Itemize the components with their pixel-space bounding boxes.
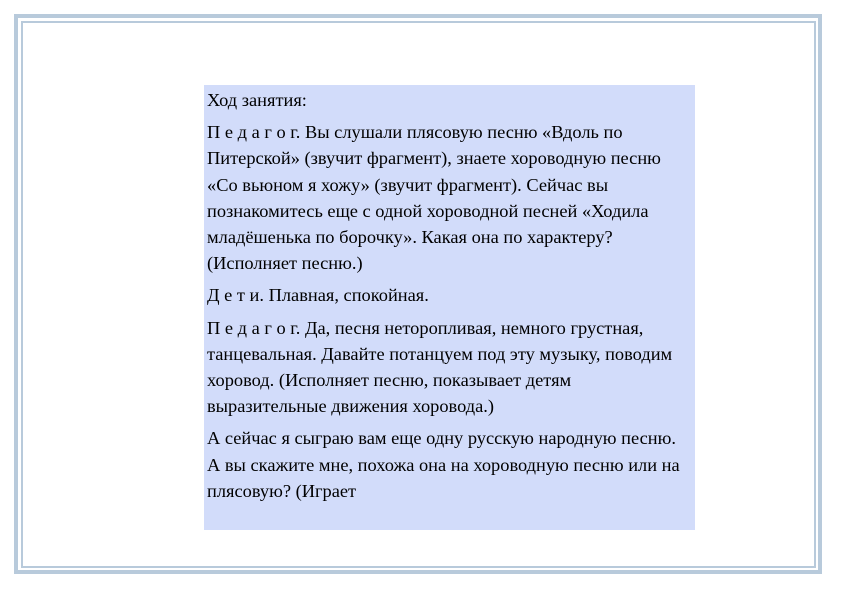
lesson-text-box [204, 85, 695, 530]
paragraph-children [207, 282, 692, 308]
paragraph-text: Ход занятия: [207, 90, 307, 110]
paragraph-text: Плавная, спокойная. [263, 285, 429, 306]
paragraph-text: Да, песня неторопливая, немного грустная, танцевальная. Давайте потанцуем под эту музыку, поводим хоровод. (Исполняет песню, показывает детям выразительные движения хоровода.) [207, 317, 673, 417]
speaker-label: Д е т и. [207, 285, 264, 306]
speaker-label: П е д а г о г. [207, 317, 301, 338]
paragraph-teacher-2 [207, 315, 692, 420]
paragraph-text: А сейчас я сыграю вам еще одну русскую народную песню. А вы скажите мне, похожа она на хороводную песню или на плясовую? (Играет [207, 428, 680, 501]
paragraph-lesson-heading [207, 87, 692, 113]
paragraph-teacher-3 [207, 425, 692, 504]
paragraph-teacher-1 [207, 119, 692, 276]
paragraph-text: Вы слушали плясовую песню «Вдоль по Питерской» (звучит фрагмент), знаете хороводную песню «Со вьюном я хожу» (звучит фрагмент). Сейчас вы познакомитесь еще с одной хороводной песней «Ходила младёшенька по борочку». Какая она по характеру? (Исполняет песню.) [207, 122, 661, 274]
speaker-label: П е д а г о г. [207, 122, 301, 143]
